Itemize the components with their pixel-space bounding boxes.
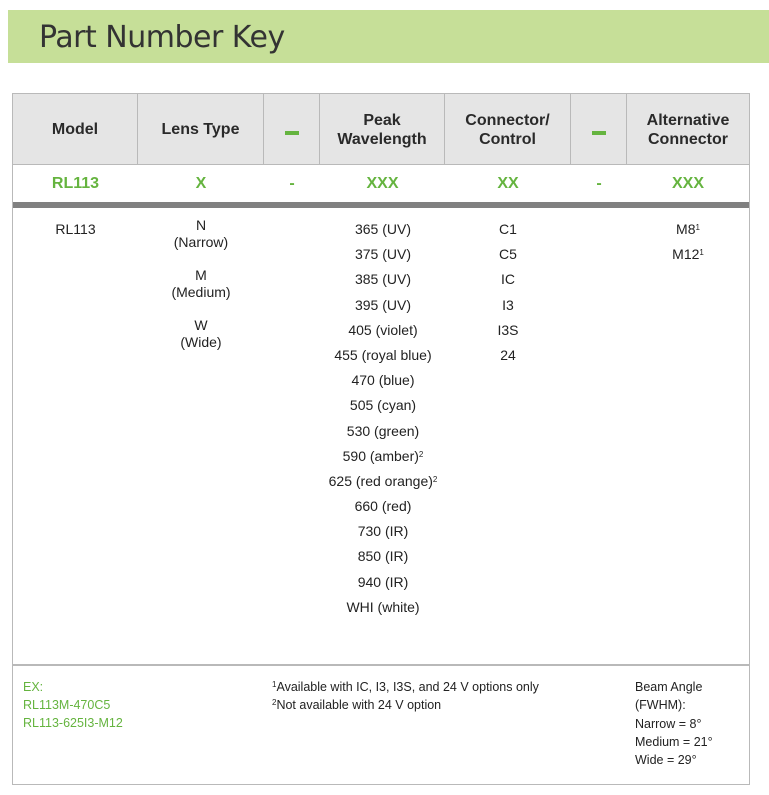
beam-angle bbox=[635, 678, 713, 769]
lens-code: N bbox=[195, 217, 207, 233]
connector-option: C5 bbox=[499, 246, 517, 263]
wavelength-label: 455 (royal blue) bbox=[334, 346, 432, 363]
footnote-mark: 2 bbox=[272, 698, 277, 707]
header-dash-1 bbox=[264, 94, 320, 165]
header-model bbox=[13, 94, 138, 165]
header-connector-control bbox=[445, 94, 571, 165]
code-dash-1: - bbox=[289, 175, 295, 192]
wavelength-label: 660 (red) bbox=[354, 498, 412, 515]
part-number-table bbox=[12, 93, 750, 785]
footer-divider bbox=[13, 664, 749, 666]
wavelength-option bbox=[293, 544, 473, 569]
alternative-label: M12 bbox=[672, 246, 700, 263]
wavelength-option bbox=[293, 444, 473, 469]
wavelength-option bbox=[293, 469, 473, 494]
code-wavelength: XXX bbox=[366, 175, 399, 192]
wavelength-label: 505 (cyan) bbox=[349, 397, 417, 414]
footnotes bbox=[272, 678, 539, 714]
lens-name: (Medium) bbox=[171, 284, 231, 300]
wavelength-option bbox=[293, 393, 473, 418]
connector-option: IC bbox=[501, 271, 515, 288]
header-label: Lens Type bbox=[161, 121, 240, 138]
wavelength-option bbox=[293, 519, 473, 544]
code-model: RL113 bbox=[51, 175, 100, 192]
example-item: RL113M-470C5 bbox=[23, 698, 111, 712]
lens-options bbox=[138, 217, 264, 367]
connector-options bbox=[445, 217, 571, 368]
lens-name: (Narrow) bbox=[173, 234, 229, 250]
header-lens-type bbox=[138, 94, 264, 165]
alternative-option bbox=[627, 217, 749, 242]
header-label: Alternative Connector bbox=[646, 111, 730, 148]
wavelength-label: 625 (red orange) bbox=[328, 472, 433, 489]
beam-angle-line: Medium = 21° bbox=[635, 734, 713, 749]
lens-name: (Wide) bbox=[180, 334, 222, 350]
wavelength-label: 395 (UV) bbox=[354, 296, 412, 313]
alternative-label: M8 bbox=[676, 221, 696, 237]
footnote-text: Not available with 24 V option bbox=[276, 698, 442, 712]
beam-angle-line: Wide = 29° bbox=[635, 753, 697, 768]
code-lens: X bbox=[195, 175, 207, 192]
alternative-options bbox=[627, 217, 749, 267]
code-connector: XX bbox=[497, 175, 519, 192]
footnote-mark: 2 bbox=[432, 474, 438, 484]
beam-angle-line: Narrow = 8° bbox=[635, 716, 702, 731]
wavelength-option bbox=[293, 368, 473, 393]
wavelength-option bbox=[293, 595, 473, 620]
footnote-mark: 1 bbox=[695, 223, 700, 232]
title-bar bbox=[8, 10, 769, 63]
lens-code: W bbox=[194, 317, 208, 333]
wavelength-label: 940 (IR) bbox=[357, 573, 409, 590]
wavelength-option bbox=[293, 570, 473, 595]
header-alternative-connector bbox=[627, 94, 749, 165]
page-title: Part Number Key bbox=[39, 20, 285, 55]
lens-option-medium bbox=[138, 267, 264, 301]
wavelength-label: 405 (violet) bbox=[348, 321, 418, 338]
lens-code: M bbox=[195, 267, 207, 283]
footnote-mark: 1 bbox=[272, 680, 277, 689]
examples bbox=[23, 678, 123, 732]
model-options bbox=[13, 217, 138, 242]
wavelength-label: 470 (blue) bbox=[351, 372, 415, 389]
wavelength-label: 385 (UV) bbox=[354, 271, 412, 288]
wavelength-label: WHI (white) bbox=[346, 598, 420, 615]
wavelength-option bbox=[293, 494, 473, 519]
header-row bbox=[13, 94, 749, 165]
wavelength-label: 365 (UV) bbox=[354, 221, 412, 237]
wavelength-label: 730 (IR) bbox=[357, 523, 409, 540]
wavelength-label: 375 (UV) bbox=[354, 246, 412, 263]
footnote bbox=[272, 678, 539, 696]
divider bbox=[13, 202, 749, 208]
lens-option-narrow bbox=[138, 217, 264, 251]
code-alternative: XXX bbox=[671, 175, 704, 192]
wavelength-label: 530 (green) bbox=[346, 422, 420, 439]
footnote bbox=[272, 696, 539, 714]
header-peak-wavelength bbox=[320, 94, 445, 165]
header-label: Peak Wavelength bbox=[337, 111, 427, 148]
wavelength-label: 590 (amber) bbox=[342, 447, 419, 464]
examples-label: EX: bbox=[23, 680, 44, 694]
dash-mark bbox=[592, 131, 606, 135]
dash-mark bbox=[285, 131, 299, 135]
code-dash-2: - bbox=[596, 175, 602, 192]
code-row bbox=[13, 166, 749, 202]
beam-angle-title: Beam Angle bbox=[635, 680, 703, 694]
connector-option: I3 bbox=[502, 296, 514, 313]
lens-option-wide bbox=[138, 317, 264, 351]
header-dash-2 bbox=[571, 94, 627, 165]
connector-option: 24 bbox=[500, 346, 516, 363]
footnote-text: Available with IC, I3, I3S, and 24 V options only bbox=[276, 680, 539, 694]
model-option: RL113 bbox=[55, 221, 96, 237]
header-label: Connector/ Control bbox=[465, 111, 550, 148]
connector-option: I3S bbox=[497, 321, 519, 338]
wavelength-option bbox=[293, 419, 473, 444]
header-label: Model bbox=[51, 121, 99, 138]
example-item: RL113-625I3-M12 bbox=[23, 716, 123, 730]
wavelength-label: 850 (IR) bbox=[357, 548, 409, 565]
footnote-mark: 1 bbox=[699, 248, 704, 258]
alternative-option bbox=[627, 242, 749, 267]
connector-option: C1 bbox=[499, 221, 517, 237]
beam-angle-subtitle: (FWHM): bbox=[635, 698, 686, 713]
footnote-mark: 2 bbox=[418, 449, 424, 459]
